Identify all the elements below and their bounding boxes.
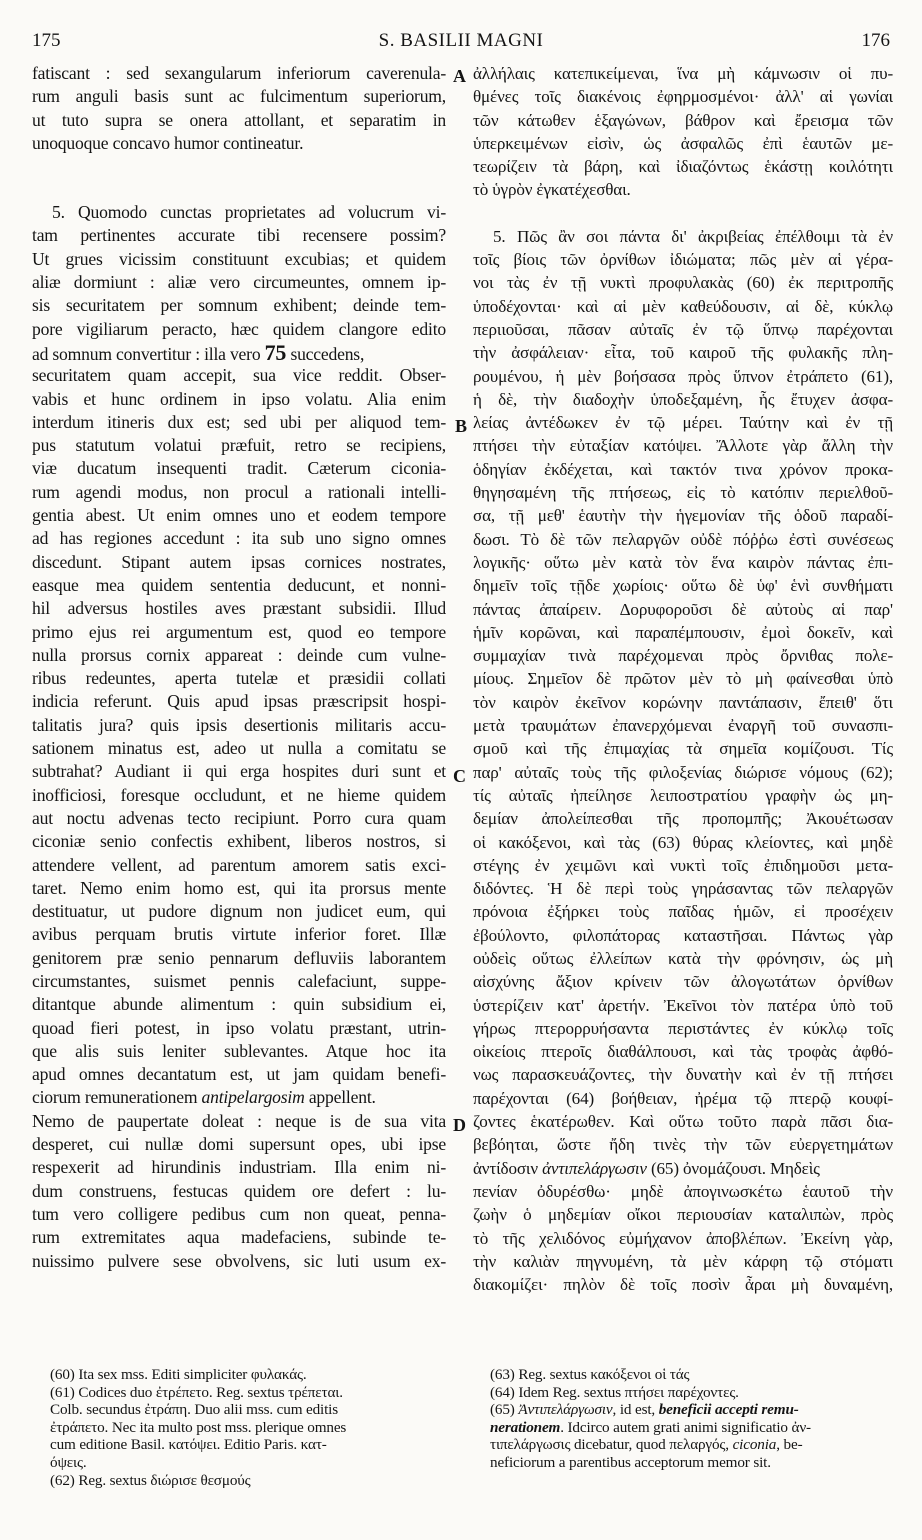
latin-line: sis securitatem per somnum exhibent; deinde tem- [32, 295, 446, 316]
latin-line-with-term [32, 1086, 446, 1109]
latin-line: subtrahat? Audiant ii qui erga hospites duri sunt et [32, 761, 446, 782]
greek-line: λογικῆς· οὕτω μὲν κατὰ τὸν ἕνα καιρὸν πάντας ἐπι- [473, 552, 893, 572]
greek-line-segment: ἀντίδοσιν [473, 1158, 538, 1178]
greek-column [473, 62, 893, 1296]
latin-line: rum anguli basis sunt ac fulcimentum superiorum, [32, 86, 446, 107]
greek-line: πρόνοια ἐξήρκει τοὺς παῖδας ἡμῶν, εἰ προσέχειν [473, 902, 893, 922]
footnote-line: (63) Reg. sextus κακόξενοι οἱ τάς [490, 1366, 690, 1383]
greek-line-with-term [473, 1157, 893, 1180]
greek-line: τὸ ὑγρὸν ἐγκατέχεσθαι. [473, 180, 631, 200]
greek-line: συμμαχίαν τινὰ παρέχομεναι πρὸς ὄρνιθας πολε- [473, 646, 893, 666]
latin-line: rum agendi modus, non procul a rationali intelli- [32, 481, 446, 502]
latin-line: aut noctu advenas tecto recipiunt. Porro cura quam [32, 807, 446, 828]
greek-line: οὐδεὶς οὕτως ἐλλείπων κατὰ τὴν φρόνησιν, ὡς μὴ [473, 948, 893, 968]
latin-line: talitatis jura? quis ipsis desertionis militaris accu- [32, 714, 446, 735]
greek-line: ἀλλήλαις κατεπικείμεναι, ἵνα μὴ κάμνωσιν οἱ πυ- [473, 64, 893, 83]
greek-line: παρ' αὐταῖς τοὺς τῆς φιλοξενίας διώρισε νόμους (62); [473, 762, 893, 782]
greek-line: τίς αὐταῖς ἠπείλησε λειποστρατίου γραφὴν ὡς μη- [473, 785, 893, 805]
greek-line: ἡ δὲ, τὴν διαδοχὴν ὑποδεξαμένη, ἧς ἔτυχεν ἀσφα- [473, 389, 893, 409]
latin-line: nuissimo pulvere sese obvolvens, sic luti usum ex- [32, 1250, 446, 1271]
latin-line: respexerit ad hirundinis industriam. Illa enim ni- [32, 1157, 446, 1178]
latin-line: ciconiæ senio confectis exhibent, liberos nostros, si [32, 831, 446, 852]
latin-line-segment: succedens, [290, 343, 365, 364]
italic-term: antipelargosim [201, 1087, 305, 1108]
page-number-right: 176 [861, 30, 890, 51]
latin-line: nulla prorsus cornix appareat : deinde cum vulne- [32, 644, 446, 665]
greek-line: ὑπερκειμένων εἰσὶν, ὡς ἀσφαλῶς ἐπὶ ἑαυτῶν με- [473, 133, 893, 153]
latin-column [32, 62, 446, 1273]
latin-line: tum vero colligere pedibus cum non queat, penna- [32, 1203, 446, 1224]
greek-line: παρέχονται (64) βοήθειαν, ἠρέμα τῷ πτερῷ κουφί- [473, 1088, 893, 1108]
page-number-left: 175 [32, 30, 61, 51]
greek-line: ὁδηγίαν ἐκδέχεται, καὶ τακτόν τινα χρόνον προκα- [473, 459, 893, 479]
latin-line: rum extremitates aqua madefaciens, subinde te- [32, 1227, 446, 1248]
greek-line: ὑποδέχονται· καὶ αἱ μὲν καθεύδουσιν, αἱ δὲ, κύκλῳ [473, 296, 893, 316]
greek-line: τὸ τῆς χελιδόνος εὐμήχανον ἀποβλέπων. Ἐκείνη γὰρ, [473, 1228, 893, 1248]
greek-line: σα, τῇ μεθ' ἑαυτὴν τὴν ἡγεμονίαν τῆς ὁδοῦ παραδί- [473, 506, 893, 526]
footnote-segment: (65) [490, 1401, 519, 1419]
footnote-line: Colb. secundus ἐτράπη. Duo alii mss. cum editis [50, 1401, 339, 1419]
greek-line: τοῖς βίοις τῶν ὀρνίθων ἰδιώματα; πῶς μὲν αἱ γέρα- [473, 250, 893, 270]
footnote-line: (64) Idem Reg. sextus πτήσει παρέχοντες. [490, 1383, 739, 1401]
greek-line: τὴν ἀσφάλειαν· εἶτα, τοῦ καιροῦ τῆς φυλακῆς πλη- [473, 343, 893, 363]
greek-line: θηγησαμένη τῆς πτήσεως, εἰς τὸ κατόπιν περιελθοῦ- [473, 483, 893, 503]
latin-line: attendere vellent, ad parentum amorem satis exci- [32, 854, 446, 875]
greek-line: στέγης ἐν χειμῶνι καὶ νυκτὶ τοῖς ἐπιδημοῦσι μετα- [473, 855, 893, 875]
latin-line: discedunt. Stipant autem ipsas cornices nostrates, [32, 551, 446, 572]
footnote-line: cum editione Basil. κατόψει. Editio Paris. κατ- [50, 1436, 327, 1454]
running-title: S. BASILII MAGNI [378, 30, 544, 51]
footnote-line [490, 1401, 900, 1419]
greek-line: ὑστερίζειν κατ' ἀρετήν. Ἐκεῖνοι τὸν πατέρα ὑπὸ τοῦ [473, 995, 893, 1015]
greek-line: μετὰ τραυμάτων ἐπανερχόμεναι ἐναργῆ τοῦ συνασπι- [473, 716, 893, 736]
footnote-segment: , be- [776, 1436, 803, 1454]
latin-line: vabis et hunc ordinem in ipso volatu. Alia enim [32, 388, 446, 409]
latin-line: quoad fieri potest, in ipso volatu præstant, utrin- [32, 1017, 446, 1038]
latin-line: Nemo de paupertate doleat : neque is de sua vita [32, 1110, 446, 1131]
greek-line-segment: (65) ὀνομάζουσι. Μηδεὶς [650, 1158, 820, 1178]
latin-line: sationem minatus est, adeo ut nulla a comitatu se [32, 738, 446, 759]
footnote-line [490, 1436, 900, 1454]
latin-line: unoquoque concavo humor contineatur. [32, 132, 304, 153]
greek-line: πτήσει τὴν εὐταξίαν κατόψει. Ἄλλοτε γὰρ ἄλλη τὴν [473, 436, 893, 456]
latin-line: easque mea quidem sententia deducunt, et nonni- [32, 574, 446, 595]
margin-letter-d: D [453, 1115, 466, 1135]
latin-line-segment: ad somnum convertitur : illa vero [32, 343, 261, 364]
greek-line: θμένες τοῖς διακένοις ἐφηρμοσμένοι· ἀλλ' αἱ γωνίαι [473, 87, 893, 107]
greek-line: οἰκείοις πτεροῖς διαθάλπουσι, καὶ τὰς τροφὰς ἀφθό- [473, 1042, 893, 1062]
latin-line: destituatur, ut pudore dignum non judicet eum, qui [32, 901, 446, 922]
greek-line: πάντας ἀπαίρειν. Δορυφοροῦσι δὲ αὐτοὺς αἱ παρ' [473, 599, 893, 619]
greek-line: νοι τὰς ἐν τῇ νυκτὶ προφυλακὰς (60) ἐκ περιτροπῆς [473, 273, 893, 293]
footnote-line: (62) Reg. sextus διώρισε θεσμούς [50, 1471, 251, 1489]
latin-line: apud omnes decantatum est, ut jam quidam benefi- [32, 1064, 446, 1085]
latin-line: hil adversus hostiles aves præstant subsidii. Illud [32, 598, 446, 619]
greek-line: τῶν κάτωθεν ἑξαγώνων, βάθρον καὶ ἔρεισμα τῶν [473, 110, 893, 130]
footnote-line: (60) Ita sex mss. Editi simpliciter φυλακάς. [50, 1366, 307, 1383]
latin-line-with-number [32, 341, 446, 364]
greek-line: μίους. Σημεῖον δὲ πρῶτον μὲν τὸ μὴ φαίνεσθαι ὑπὸ [473, 669, 893, 689]
latin-line: circumstantes, suismet pennis calefaciunt, suppe- [32, 970, 446, 991]
greek-line: τεωρίζειν τὰ βάρη, καὶ ἰδιαζόντως ἑκάστῃ κοιλότητι [473, 157, 893, 177]
latin-line: gentia abest. Ut enim omnes uno et eodem tempore [32, 505, 446, 526]
latin-line: interdum itineris dux est; sed ubi per aliquod tem- [32, 411, 446, 432]
latin-line: genitorem præ senio pennarum defluviis laborantem [32, 947, 446, 968]
greek-line: λείας ἀντέδωκεν ἐν τῷ μέρει. Ταύτην καὶ ἐν τῇ [473, 413, 893, 433]
latin-line: aliæ dormiunt : aliæ vero circumeuntes, omnem ip- [32, 272, 446, 293]
footnote-segment: τιπελάργωσις dicebatur, quod πελαργός, [490, 1436, 733, 1454]
greek-line: γήρως πτερορρυήσαντα περιστάντες ἐν κύκλῳ τοῖς [473, 1018, 893, 1038]
greek-line: τὴν καλιὰν πηγνυμένη, τὰ μὲν κάρφη τῷ στόματι [473, 1251, 893, 1271]
greek-line: ζωὴν ὁ μηδεμίαν οἴκοι περιουσίαν καταλιπὼν, πρὸς [473, 1205, 893, 1225]
latin-line: taret. Nemo enim homo est, qui ita prorsus mente [32, 877, 446, 898]
latin-line: tam pertinentes accurate tibi recensere possim? [32, 225, 446, 246]
greek-line: αἰσχύνης ἄξιον κρίνειν τῶν ἀλογωτάτων ὀρνίθων [473, 972, 893, 992]
latin-line: Ut grues vicissim constituunt excubias; et quidem [32, 248, 446, 269]
page-header [32, 30, 890, 58]
greek-line: δημεῖν τοῖς τῇδε χωρίοις· οὕτω δὲ ὑφ' ἑνὶ συνθήματι [473, 576, 893, 596]
greek-line: δωσι. Τὸ δὲ τῶν πελαργῶν οὐδὲ πόῤῥω ἐστὶ συνέσεως [473, 529, 893, 549]
latin-line: fatiscant : sed sexangularum inferiorum caverenula- [32, 63, 446, 83]
footnote-italic: Ἀντιπελάργωσιν [518, 1401, 613, 1419]
latin-line: indicia referunt. Quis apud ipsas præscripsit hospi- [32, 691, 446, 712]
margin-letter-a: A [453, 66, 466, 86]
greek-line: ἡμῖν κορῶναι, καὶ παραπέμπουσιν, ἐμοὶ δοκεῖν, καὶ [473, 622, 893, 642]
greek-line: δεμίαν ἀπολείπεσθαι τῆς προπομπῆς; Ἀκουέτωσαν [473, 809, 893, 829]
footnote-line: neficiorum a parentibus acceptorum memor sit. [490, 1453, 771, 1471]
latin-line: securitatem quam accepit, sua vice reddit. Obser- [32, 365, 446, 386]
footnote-line: όψεις. [50, 1453, 87, 1471]
latin-line: 5. Quomodo cunctas proprietates ad volucrum vi- [52, 202, 446, 223]
latin-line: desperet, cui nullæ domi supersunt opes, ubi ipse [32, 1134, 446, 1155]
latin-line: ad has regiones accedunt : ita sub uno signo omnes [32, 528, 446, 549]
footnote-italic: nerationem [490, 1418, 561, 1436]
margin-letter-b: B [455, 416, 468, 436]
latin-line-segment: appellent. [308, 1087, 376, 1108]
footnote-line: ἐτράπετο. Nec ita multo post mss. plerique omnes [50, 1418, 347, 1436]
footnote-italic: ciconia [732, 1436, 777, 1454]
column-number-marker: 75 [264, 340, 287, 365]
greek-line: βεβόηται, ὥστε ἤδη τινὲς τὴν τῶν εὐεργετημάτων [473, 1135, 893, 1155]
greek-line: πενίαν ὀδυρέσθω· μηδὲ ἀπογινωσκέτω ἑαυτοῦ τὴν [473, 1181, 893, 1201]
greek-line: τὸν καιρὸν ἐκεῖνον κορώνην παντάπασιν, ἔπειθ' ὅτι [473, 692, 893, 712]
latin-line: avibus perquam brutis virtute inferior foret. Illæ [32, 924, 446, 945]
greek-line: σμοῦ καὶ τῆς ἐπιμαχίας τὰ σημεῖα κομίζουσι. Τίς [473, 739, 893, 759]
latin-line: ut tuto supra se onera attollant, et separatim in [32, 109, 446, 130]
footnote-italic: beneficii accepti remu- [658, 1401, 799, 1419]
greek-line: διδόντες. Ἡ δὲ περὶ τοὺς γηράσαντας τῶν πελαργῶν [473, 879, 893, 899]
footnotes-right [490, 1366, 900, 1472]
footnote-line: (61) Codices duo ἐτρέπετο. Reg. sextus τρέπεται. [50, 1383, 343, 1401]
latin-line: pus statutum volatui præfuit, retro se recipiens, [32, 435, 446, 456]
latin-line: dum construens, festucas quidem ore defert : lu- [32, 1180, 446, 1201]
greek-line: διακομίζει· πηλὸν δὲ τοῖς ποσὶν ἆραι μὴ δυναμένη, [473, 1275, 893, 1295]
greek-line: οἱ κακόξενοι, καὶ τὰς (63) θύρας κλείοντες, καὶ μηδὲ [473, 832, 893, 852]
greek-line: νως παρασκευάζοντες, τὴν δυνατὴν καὶ ἐν τῇ πτήσει [473, 1065, 893, 1085]
margin-letter-c: C [453, 766, 466, 786]
italic-term: ἀντιπελάργωσιν [542, 1158, 647, 1178]
footnote-segment: , id est, [612, 1401, 659, 1419]
footnotes-left [50, 1366, 440, 1489]
latin-line-segment: ciorum remunerationem [32, 1087, 198, 1108]
latin-line: viæ ducatum insequenti tradit. Cæterum ciconia- [32, 458, 446, 479]
latin-line: pore vigiliarum peracto, hæc quidem clangore edito [32, 318, 446, 339]
latin-line: que alis suis leniter sublevantes. Atque hoc ita [32, 1040, 446, 1061]
footnote-line [490, 1419, 900, 1437]
greek-line: ρουμένου, ἡ μὲν βοήσασα πρὸς ὕπνον ἐτράπετο (61), [473, 366, 893, 386]
greek-line: ζοντες ἑκατέρωθεν. Καὶ οὕτω τοῦτο παρὰ πᾶσι δια- [473, 1112, 893, 1132]
greek-line: περιιοῦσαι, πᾶσαν αὐταῖς ἐν τῷ ὕπνῳ παρέχονται [473, 319, 893, 339]
greek-line: 5. Πῶς ἂν σοι πάντα δι' ἀκριβείας ἐπέλθοιμι τὰ ἐν [493, 226, 893, 246]
footnote-segment: . Idcirco autem grati animi significatio ἀν- [560, 1418, 811, 1436]
latin-line: ribus redeuntes, aperta tutelæ et præsidii collati [32, 668, 446, 689]
latin-line: ditantque abunde alimentum : quin subsidium ei, [32, 994, 446, 1015]
greek-line: ἐβούλοντο, φιλοπάτορας καταστῆσαι. Πάντως γὰρ [473, 925, 893, 945]
latin-line: primo ejus rei argumentum est, quod eo tempore [32, 621, 446, 642]
latin-line: inofficiosi, foresque occludunt, et ne hieme quidem [32, 784, 446, 805]
